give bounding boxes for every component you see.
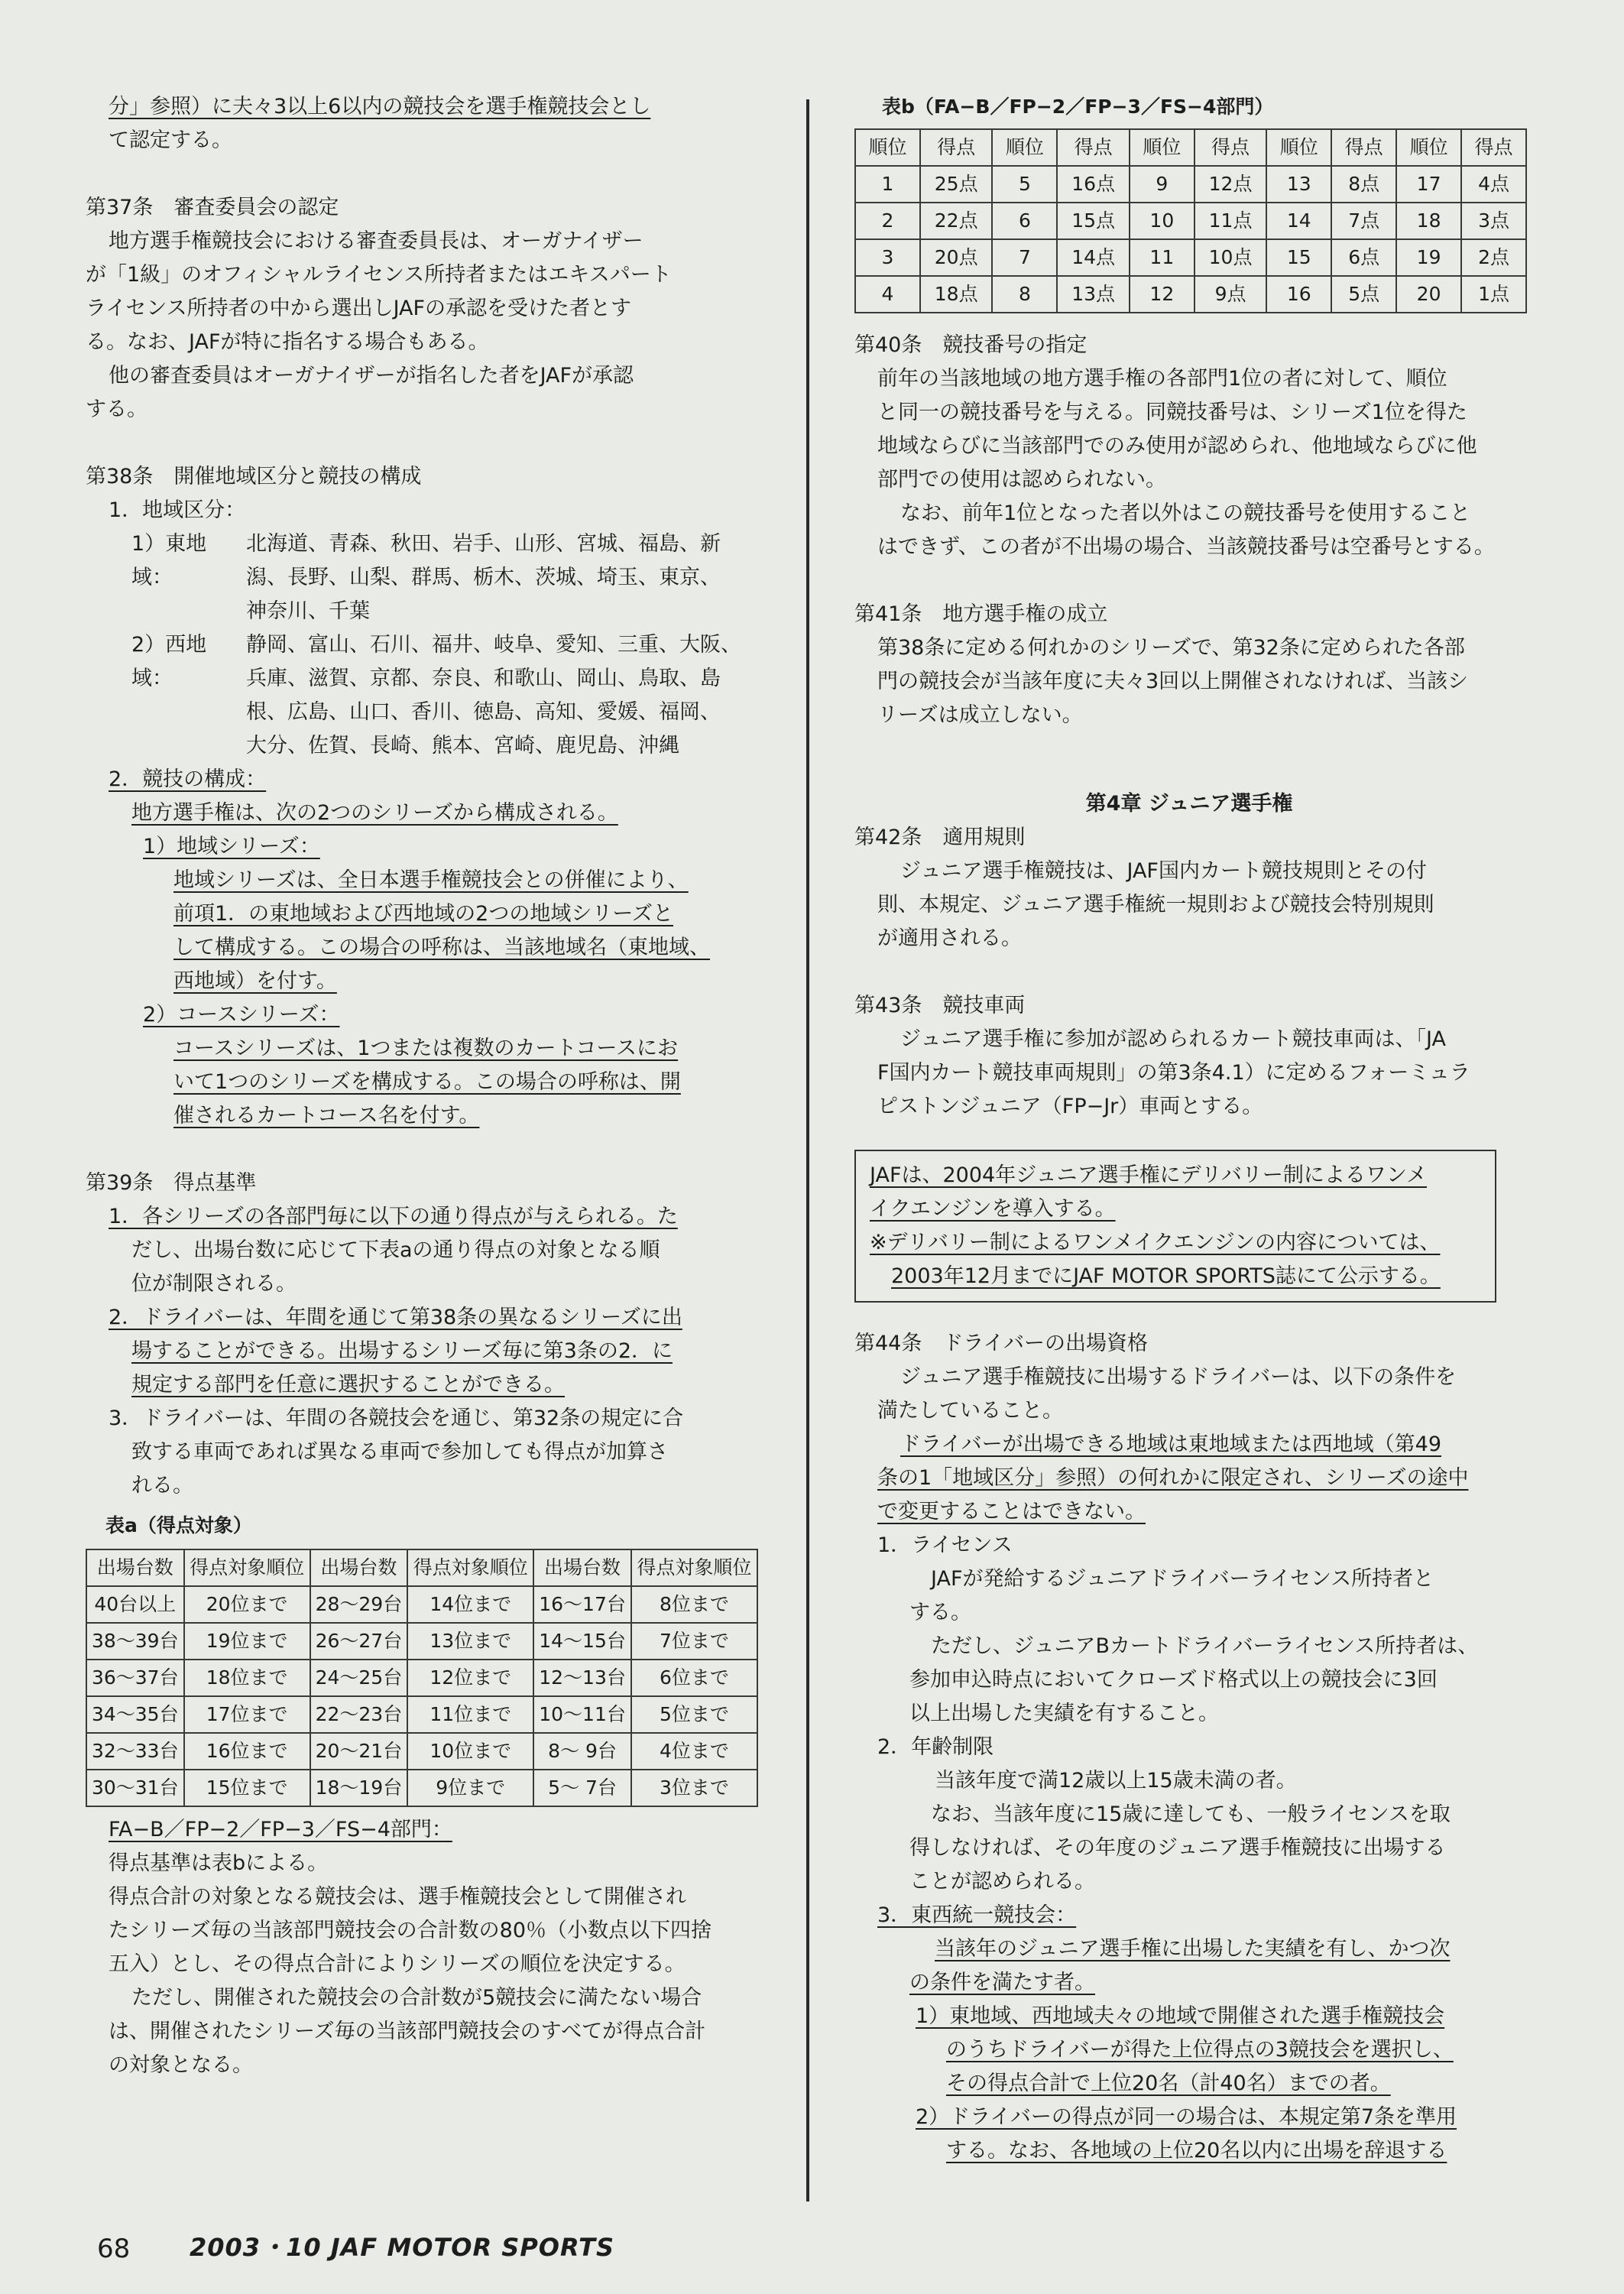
table-cell: 38〜39台 — [86, 1623, 184, 1660]
text-line: て認定する。 — [109, 128, 232, 152]
section-heading: 3．東西統一競技会： — [877, 1903, 1077, 1927]
text-line: 前項1．の東地域および西地域の2つの地域シリーズと — [173, 902, 674, 926]
text-line: なお、前年1位となった者以外はこの競技番号を使用すること — [900, 501, 1471, 525]
table-header-cell: 得点 — [1461, 129, 1526, 166]
text-line: ことが認められる。 — [909, 1870, 1095, 1893]
article-title: 第37条 審査委員会の認定 — [86, 196, 339, 219]
text-line: 門の競技会が当該年度に夫々3回以上開催されなければ、当該シ — [877, 670, 1469, 693]
text-line: 得点基準は表bによる。 — [109, 1851, 329, 1875]
table-cell: 20 — [1396, 276, 1461, 313]
table-cell: 17 — [1396, 166, 1461, 203]
text-line: ただし、開催された競技会の合計数が5競技会に満たない場合 — [131, 1986, 702, 2010]
table-cell: 30〜31台 — [86, 1770, 184, 1806]
left-column — [86, 90, 758, 2082]
table-cell: 15点 — [1057, 203, 1130, 239]
table-row — [855, 239, 1526, 276]
table-cell: 6点 — [1331, 239, 1396, 276]
table-cell: 15 — [1266, 239, 1331, 276]
article-title: 第40条 競技番号の指定 — [854, 333, 1088, 357]
text-line: 致する車両であれば異なる車両で参加しても得点が加算さ — [131, 1440, 668, 1464]
text-line: はできず、この者が不出場の場合、当該競技番号は空番号とする。 — [877, 535, 1495, 559]
table-header-cell: 得点 — [920, 129, 993, 166]
text-line: は、開催されたシリーズ毎の当該部門競技会のすべてが得点合計 — [109, 2020, 706, 2043]
table-row — [86, 1660, 757, 1696]
notice-box — [854, 1150, 1496, 1303]
text-line: だし、出場台数に応じて下表aの通り得点の対象となる順 — [131, 1238, 660, 1262]
text-line: 1）東地域、西地域夫々の地域で開催された選手権競技会 — [916, 2004, 1445, 2028]
table-cell: 6 — [992, 203, 1057, 239]
table-cell: 14位まで — [407, 1586, 533, 1623]
table-header-cell: 順位 — [1266, 129, 1331, 166]
section-heading: 1．ライセンス — [877, 1533, 1013, 1557]
text-line: 2003年12月までにJAF MOTOR SPORTS誌にて公示する。 — [891, 1264, 1441, 1288]
table-cell: 5〜 7台 — [533, 1770, 631, 1806]
article-39 — [86, 1166, 758, 2082]
table-header-cell: 出場台数 — [533, 1549, 631, 1586]
article-title: 第39条 得点基準 — [86, 1171, 257, 1195]
text-line: 2）ドライバーの得点が同一の場合は、本規定第7条を準用 — [916, 2105, 1457, 2129]
table-cell: 7位まで — [631, 1623, 757, 1660]
article-title: 第41条 地方選手権の成立 — [854, 602, 1108, 626]
table-cell: 20〜21台 — [310, 1733, 408, 1770]
table-cell: 5位まで — [631, 1696, 757, 1733]
text-line: 得しなければ、その年度のジュニア選手権競技に出場する — [909, 1836, 1446, 1860]
table-header-cell: 得点対象順位 — [407, 1549, 533, 1586]
table-cell: 10 — [1130, 203, 1194, 239]
table-cell: 3位まで — [631, 1770, 757, 1806]
table-row — [86, 1696, 757, 1733]
text-line: ジュニア選手権競技は、JAF国内カート競技規則とその付 — [900, 859, 1427, 883]
table-cell: 11位まで — [407, 1696, 533, 1733]
text-line: 催されるカートコース名を付す。 — [173, 1104, 480, 1128]
table-cell: 14点 — [1057, 239, 1130, 276]
text-line: コースシリーズは、1つまたは複数のカートコースにお — [173, 1037, 679, 1060]
text-line: する。なお、各地域の上位20名以内に出場を辞退する — [946, 2139, 1447, 2163]
section-heading: 1．地域区分： — [109, 498, 246, 522]
table-cell: 25点 — [920, 166, 993, 203]
text-line: 当該年のジュニア選手権に出場した実績を有し、かつ次 — [935, 1937, 1451, 1961]
article-title: 第38条 開催地域区分と競技の構成 — [86, 465, 422, 488]
text-line: が「1級」のオフィシャルライセンス所持者またはエキスパート — [86, 263, 672, 287]
text-line: その得点合計で上位20名（計40名）までの者。 — [946, 2072, 1391, 2095]
text-line: する。 — [86, 397, 147, 421]
text-line: 以上出場した実績を有すること。 — [909, 1702, 1219, 1725]
table-cell: 13位まで — [407, 1623, 533, 1660]
text-line: 得点合計の対象となる競技会は、選手権競技会として開催され — [109, 1885, 686, 1909]
table-cell: 16 — [1266, 276, 1331, 313]
table-cell: 5 — [992, 166, 1057, 203]
table-header-row — [86, 1549, 757, 1586]
text-line: ジュニア選手権競技に出場するドライバーは、以下の条件を — [900, 1365, 1457, 1389]
east-region-label: 1）東地域： — [131, 532, 207, 589]
text-line: 1．各シリーズの各部門毎に以下の通り得点が与えられる。た — [109, 1205, 678, 1228]
article-42 — [854, 821, 1524, 956]
table-cell: 5点 — [1331, 276, 1396, 313]
article-title: 第43条 競技車両 — [854, 994, 1026, 1017]
text-line: 地域シリーズは、全日本選手権競技会との併催により、 — [173, 868, 689, 892]
text-line: 3．ドライバーは、年間の各競技会を通じ、第32条の規定に合 — [109, 1407, 684, 1430]
text-line: たシリーズ毎の当該部門競技会の合計数の80％（小数点以下四捨 — [109, 1919, 712, 1942]
text-line: の条件を満たす者。 — [909, 1971, 1095, 1994]
magazine-title: 2003・10 JAF MOTOR SPORTS — [190, 2233, 615, 2262]
text-line: が適用される。 — [877, 926, 1022, 950]
table-cell: 4位まで — [631, 1733, 757, 1770]
table-header-row — [855, 129, 1526, 166]
text-line: 地方選手権は、次の2つのシリーズから構成される。 — [131, 801, 618, 825]
text-line: なお、当該年度に15歳に達しても、一般ライセンスを取 — [931, 1802, 1451, 1826]
text-line: れる。 — [131, 1474, 193, 1497]
article-38 — [86, 460, 758, 1133]
text-line: の対象となる。 — [109, 2053, 253, 2077]
table-cell: 13 — [1266, 166, 1331, 203]
table-cell: 18点 — [920, 276, 993, 313]
text-line: と同一の競技番号を与える。同競技番号は、シリーズ1位を得た — [877, 401, 1467, 424]
text-line: 西地域）を付す。 — [173, 969, 337, 993]
text-line: 地域ならびに当該部門でのみ使用が認められ、他地域ならびに他 — [877, 434, 1477, 458]
table-cell: 22〜23台 — [310, 1696, 408, 1733]
text-line: 前年の当該地域の地方選手権の各部門1位の者に対して、順位 — [877, 367, 1447, 391]
table-row — [86, 1623, 757, 1660]
text-line: 大分、佐賀、長崎、熊本、宮崎、鹿児島、沖縄 — [246, 734, 679, 758]
text-line: 神奈川、千葉 — [246, 599, 370, 623]
text-line: ピストンジュニア（FP−Jr）車両とする。 — [877, 1095, 1263, 1118]
table-row — [855, 166, 1526, 203]
text-line: 参加申込時点においてクローズド格式以上の競技会に3回 — [909, 1668, 1438, 1692]
table-cell: 6位まで — [631, 1660, 757, 1696]
table-cell: 11点 — [1194, 203, 1267, 239]
table-cell: 13点 — [1057, 276, 1130, 313]
table-cell: 9点 — [1194, 276, 1267, 313]
text-line: 分」参照）に夫々3以上6以内の競技会を選手権競技会とし — [109, 95, 651, 118]
table-cell: 8点 — [1331, 166, 1396, 203]
table-header-cell: 順位 — [1396, 129, 1461, 166]
table-row — [86, 1733, 757, 1770]
text-line: 静岡、富山、石川、福井、岐阜、愛知、三重、大阪、 — [246, 633, 741, 657]
table-cell: 16位まで — [184, 1733, 310, 1770]
table-cell: 20点 — [920, 239, 993, 276]
text-line: F国内カート競技車両規則」の第3条4.1）に定めるフォーミュラ — [877, 1061, 1470, 1085]
table-a-caption: 表a（得点対象） — [105, 1514, 252, 1536]
text-line: 当該年度で満12歳以上15歳未満の者。 — [935, 1769, 1297, 1793]
table-cell: 12点 — [1194, 166, 1267, 203]
table-header-cell: 得点対象順位 — [631, 1549, 757, 1586]
table-cell: 32〜33台 — [86, 1733, 184, 1770]
text-line: FA−B／FP−2／FP−3／FS−4部門： — [109, 1818, 452, 1841]
article-41 — [854, 598, 1524, 732]
table-cell: 2 — [855, 203, 920, 239]
article-43 — [854, 989, 1524, 1124]
table-cell: 18 — [1396, 203, 1461, 239]
table-row — [855, 276, 1526, 313]
table-cell: 40台以上 — [86, 1586, 184, 1623]
table-cell: 14 — [1266, 203, 1331, 239]
text-line: 潟、長野、山梨、群馬、栃木、茨城、埼玉、東京、 — [246, 566, 721, 589]
table-header-cell: 順位 — [992, 129, 1057, 166]
table-header-cell: 出場台数 — [86, 1549, 184, 1586]
table-cell: 19 — [1396, 239, 1461, 276]
table-header-cell: 得点 — [1057, 129, 1130, 166]
text-line: 規定する部門を任意に選択することができる。 — [131, 1373, 565, 1397]
table-cell: 9 — [1130, 166, 1194, 203]
text-line: で変更することはできない。 — [877, 1500, 1146, 1523]
table-cell: 19位まで — [184, 1623, 310, 1660]
table-cell: 17位まで — [184, 1696, 310, 1733]
table-cell: 14〜15台 — [533, 1623, 631, 1660]
text-line: ※デリバリー制によるワンメイクエンジンの内容については、 — [870, 1231, 1441, 1254]
page-number: 68 — [97, 2234, 131, 2264]
table-cell: 36〜37台 — [86, 1660, 184, 1696]
right-column — [854, 90, 1524, 2168]
table-cell: 8 — [992, 276, 1057, 313]
text-line: する。 — [909, 1601, 971, 1624]
text-line: 則、本規定、ジュニア選手権統一規則および競技会特別規則 — [877, 893, 1434, 917]
text-line: イクエンジンを導入する。 — [870, 1197, 1116, 1221]
table-a — [86, 1549, 758, 1807]
article-title: 第42条 適用規則 — [854, 826, 1026, 849]
table-header-cell: 順位 — [1130, 129, 1194, 166]
table-cell: 18〜19台 — [310, 1770, 408, 1806]
article-title: 第44条 ドライバーの出場資格 — [854, 1332, 1149, 1355]
table-cell: 11 — [1130, 239, 1194, 276]
table-cell: 4 — [855, 276, 920, 313]
table-cell: 26〜27台 — [310, 1623, 408, 1660]
east-region — [86, 527, 758, 628]
text-line: リーズは成立しない。 — [877, 703, 1083, 727]
text-line: 五入）とし、その得点合計によりシリーズの順位を決定する。 — [109, 1952, 686, 1976]
text-line: 部門での使用は認められない。 — [877, 468, 1166, 492]
table-cell: 12〜13台 — [533, 1660, 631, 1696]
article-44 — [854, 1327, 1524, 2168]
table-cell: 8位まで — [631, 1586, 757, 1623]
table-cell: 2点 — [1461, 239, 1526, 276]
table-header-cell: 順位 — [855, 129, 920, 166]
table-row — [86, 1770, 757, 1806]
chapter-heading: 第4章 ジュニア選手権 — [1085, 792, 1293, 816]
text-line: JAFは、2004年ジュニア選手権にデリバリー制によるワンメ — [870, 1163, 1428, 1187]
table-cell: 15位まで — [184, 1770, 310, 1806]
text-line: 場することができる。出場するシリーズ毎に第3条の2．に — [131, 1339, 673, 1363]
table-header-cell: 得点 — [1331, 129, 1396, 166]
table-cell: 22点 — [920, 203, 993, 239]
table-cell: 12 — [1130, 276, 1194, 313]
text-line: 第38条に定める何れかのシリーズで、第32条に定められた各部 — [877, 636, 1465, 660]
text-line: 2．ドライバーは、年間を通じて第38条の異なるシリーズに出 — [109, 1306, 682, 1329]
text-line: ドライバーが出場できる地域は東地域または西地域（第49 — [900, 1433, 1442, 1456]
table-b — [854, 128, 1527, 313]
table-cell: 3 — [855, 239, 920, 276]
text-line: 満たしていること。 — [877, 1399, 1063, 1423]
table-cell: 7点 — [1331, 203, 1396, 239]
table-cell: 10〜11台 — [533, 1696, 631, 1733]
intro-paragraph — [86, 90, 758, 157]
section-heading: 2．競技の構成： — [109, 767, 267, 791]
text-line: 兵庫、滋賀、京都、奈良、和歌山、岡山、鳥取、島 — [246, 667, 721, 690]
table-cell: 34〜35台 — [86, 1696, 184, 1733]
table-cell: 10位まで — [407, 1733, 533, 1770]
text-line: ただし、ジュニアBカートドライバーライセンス所持者は、 — [931, 1634, 1479, 1658]
text-line: る。なお、JAFが特に指名する場合もある。 — [86, 330, 489, 354]
text-line: 他の審査委員はオーガナイザーが指名した者をJAFが承認 — [109, 364, 634, 388]
west-region — [86, 628, 758, 763]
subsection-heading: 2）コースシリーズ： — [143, 1003, 340, 1027]
table-b-caption: 表b（FA−B／FP−2／FP−3／FS−4部門） — [882, 96, 1274, 118]
text-line: のうちドライバーが得た上位得点の3競技会を選択し、 — [946, 2038, 1454, 2062]
table-cell: 3点 — [1461, 203, 1526, 239]
text-line: 北海道、青森、秋田、岩手、山形、宮城、福島、新 — [246, 532, 721, 556]
table-cell: 7 — [992, 239, 1057, 276]
table-cell: 16点 — [1057, 166, 1130, 203]
table-cell: 10点 — [1194, 239, 1267, 276]
table-header-cell: 得点 — [1194, 129, 1267, 166]
subsection-heading: 1）地域シリーズ： — [143, 835, 320, 858]
text-line: いて1つのシリーズを構成する。この場合の呼称は、開 — [173, 1070, 681, 1094]
text-line: ジュニア選手権に参加が認められるカート競技車両は、「JA — [900, 1027, 1446, 1051]
table-cell: 28〜29台 — [310, 1586, 408, 1623]
table-header-cell: 出場台数 — [310, 1549, 408, 1586]
column-divider — [806, 99, 809, 2202]
article-37 — [86, 191, 758, 427]
table-cell: 1 — [855, 166, 920, 203]
table-cell: 4点 — [1461, 166, 1526, 203]
text-line: ライセンス所持者の中から選出しJAFの承認を受けた者とす — [86, 297, 632, 320]
text-line: JAFが発給するジュニアドライバーライセンス所持者と — [931, 1567, 1434, 1591]
table-cell: 1点 — [1461, 276, 1526, 313]
table-row — [86, 1586, 757, 1623]
text-line: して構成する。この場合の呼称は、当該地域名（東地域、 — [173, 936, 710, 959]
table-row — [855, 203, 1526, 239]
text-line: 根、広島、山口、香川、徳島、高知、愛媛、福岡、 — [246, 700, 721, 724]
table-cell: 16〜17台 — [533, 1586, 631, 1623]
table-cell: 12位まで — [407, 1660, 533, 1696]
table-cell: 18位まで — [184, 1660, 310, 1696]
table-cell: 24〜25台 — [310, 1660, 408, 1696]
text-line: 地方選手権競技会における審査委員長は、オーガナイザー — [109, 229, 643, 253]
text-line: 条の1「地域区分」参照）の何れかに限定され、シリーズの途中 — [877, 1466, 1469, 1490]
table-header-cell: 得点対象順位 — [184, 1549, 310, 1586]
article-40 — [854, 329, 1524, 564]
table-cell: 8〜 9台 — [533, 1733, 631, 1770]
table-cell: 9位まで — [407, 1770, 533, 1806]
text-line: 位が制限される。 — [131, 1272, 297, 1296]
west-region-label: 2）西地域： — [131, 633, 207, 690]
section-heading: 2．年齢制限 — [877, 1735, 994, 1759]
table-cell: 20位まで — [184, 1586, 310, 1623]
